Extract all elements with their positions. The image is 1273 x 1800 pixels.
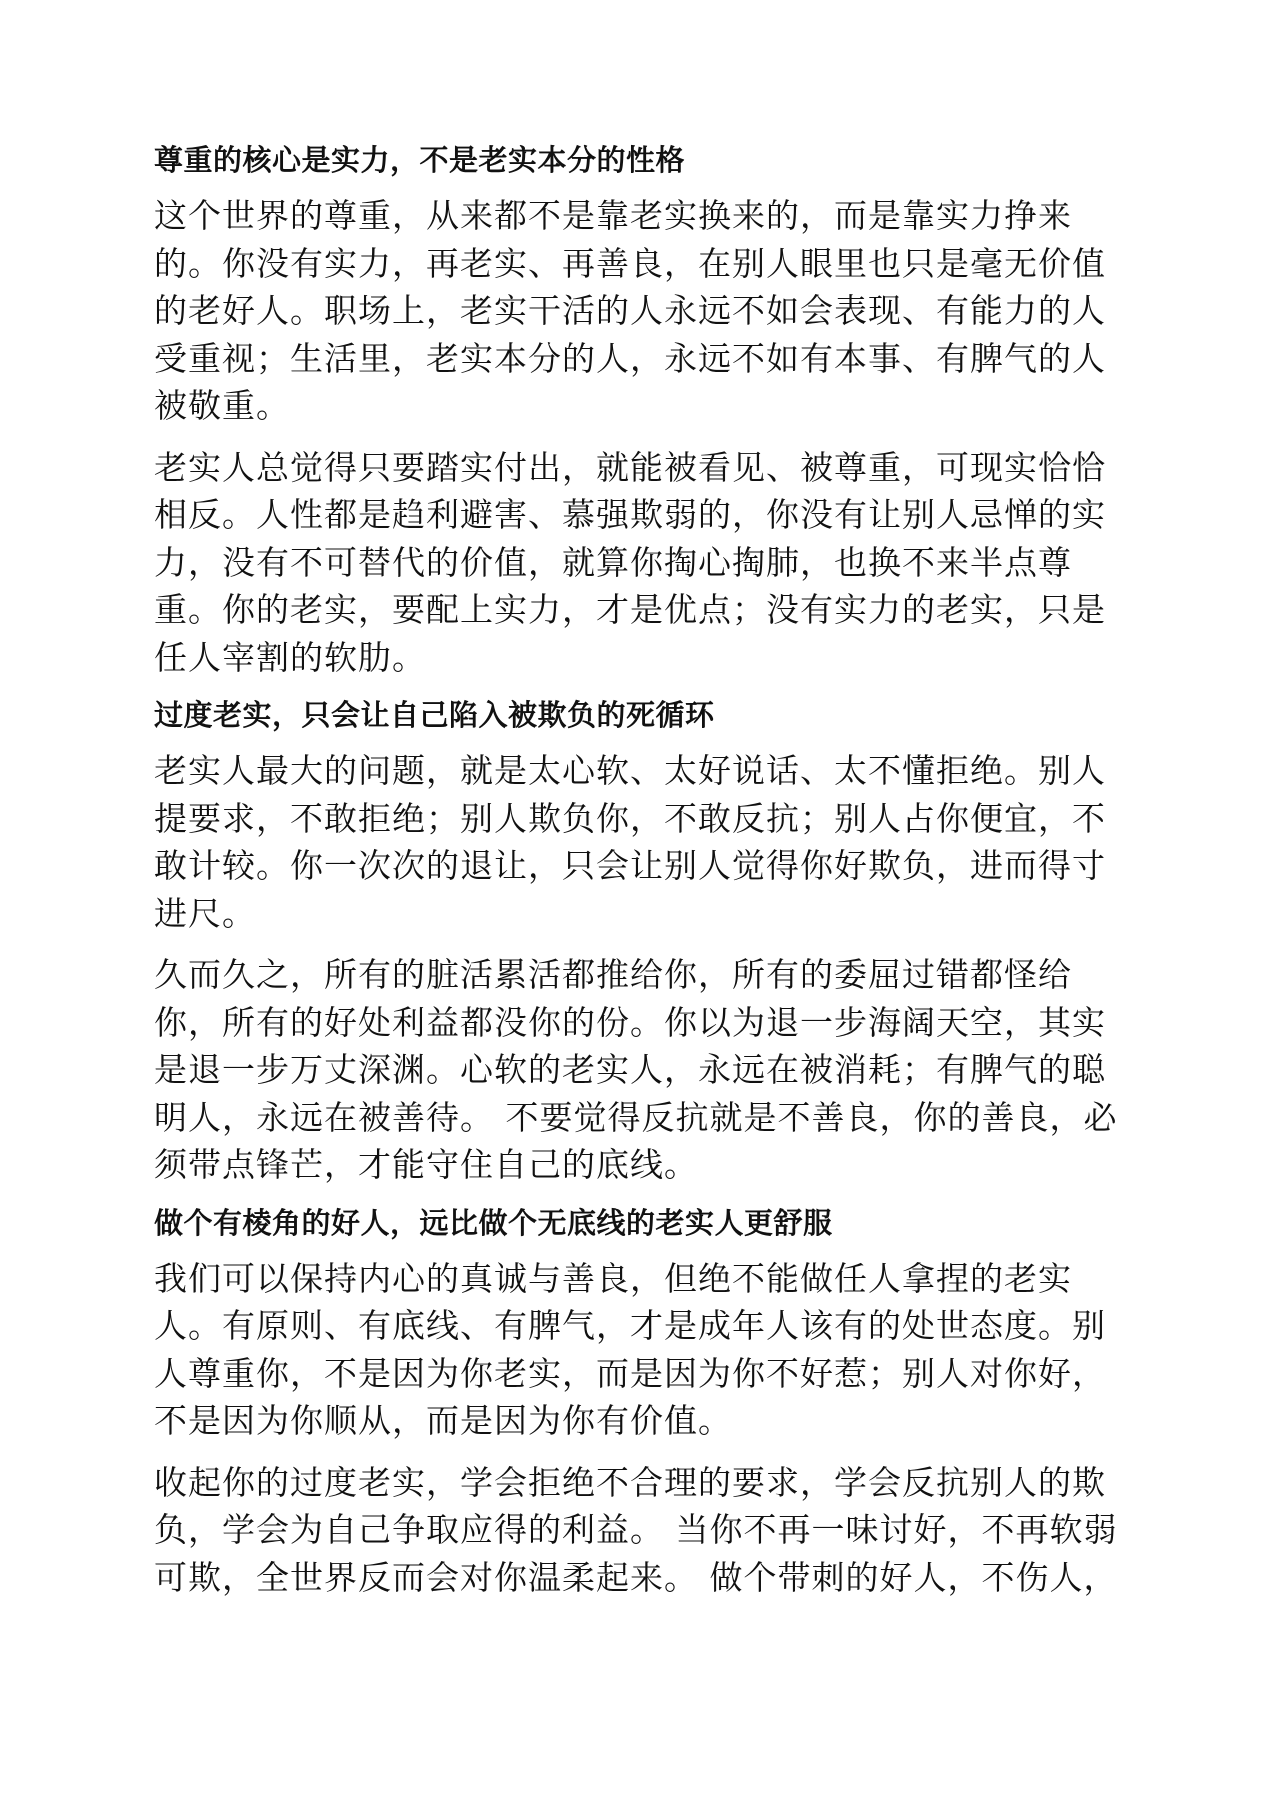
section-strength — [154, 140, 1129, 681]
paragraph: 收起你的过度老实，学会拒绝不合理的要求，学会反抗别人的欺负，学会为自己争取应得的利益。 当你不再一味讨好，不再软弱可欺，全世界反而会对你温柔起来。 做个带刺的好人，不伤人， — [154, 1462, 1118, 1597]
paragraph: 老实人最大的问题，就是太心软、太好说话、太不懂拒绝。别人提要求，不敢拒绝；别人欺负你，不敢反抗；别人占你便宜，不敢计较。你一次次的退让，只会让别人觉得你好欺负，进而得寸进尺。 — [154, 751, 1106, 933]
section-heading: 过度老实，只会让自己陷入被欺负的死循环 — [154, 698, 715, 732]
paragraph: 这个世界的尊重，从来都不是靠老实换来的，而是靠实力挣来的。你没有实力，再老实、再善良，在别人眼里也只是毫无价值的老好人。职场上，老实干活的人永远不如会表现、有能力的人受重视；生活里，老实本分的人，永远不如有本事、有脾气的人被敬重。 — [154, 196, 1106, 425]
section-good-person-with-edges — [154, 1203, 1129, 1602]
section-heading: 尊重的核心是实力，不是老实本分的性格 — [154, 143, 686, 177]
paragraph: 我们可以保持内心的真诚与善良，但绝不能做任人拿捏的老实人。有原则、有底线、有脾气，才是成年人该有的处世态度。别人尊重你，不是因为你老实，而是因为你不好惹；别人对你好，不是因为你顺从，而是因为你有价值。 — [154, 1258, 1106, 1440]
paragraph: 老实人总觉得只要踏实付出，就能被看见、被尊重，可现实恰恰相反。人性都是趋利避害、慕强欺弱的，你没有让别人忌惮的实力，没有不可替代的价值，就算你掏心掏肺，也换不来半点尊重。你的老实，要配上实力，才是优点；没有实力的老实，只是任人宰割的软肋。 — [154, 447, 1106, 677]
section-vicious-cycle — [154, 695, 1129, 1189]
paragraph: 久而久之，所有的脏活累活都推给你，所有的委屈过错都怪给你，所有的好处利益都没你的份。你以为退一步海阔天空，其实是退一步万丈深渊。心软的老实人，永远在被消耗；有脾气的聪明人，永远在被善待。 不要觉得反抗就是不善良，你的善良，必须带点锋芒，才能守住自己的底线。 — [154, 955, 1118, 1184]
section-heading: 做个有棱角的好人，远比做个无底线的老实人更舒服 — [154, 1205, 833, 1240]
document-page — [154, 140, 1129, 1615]
